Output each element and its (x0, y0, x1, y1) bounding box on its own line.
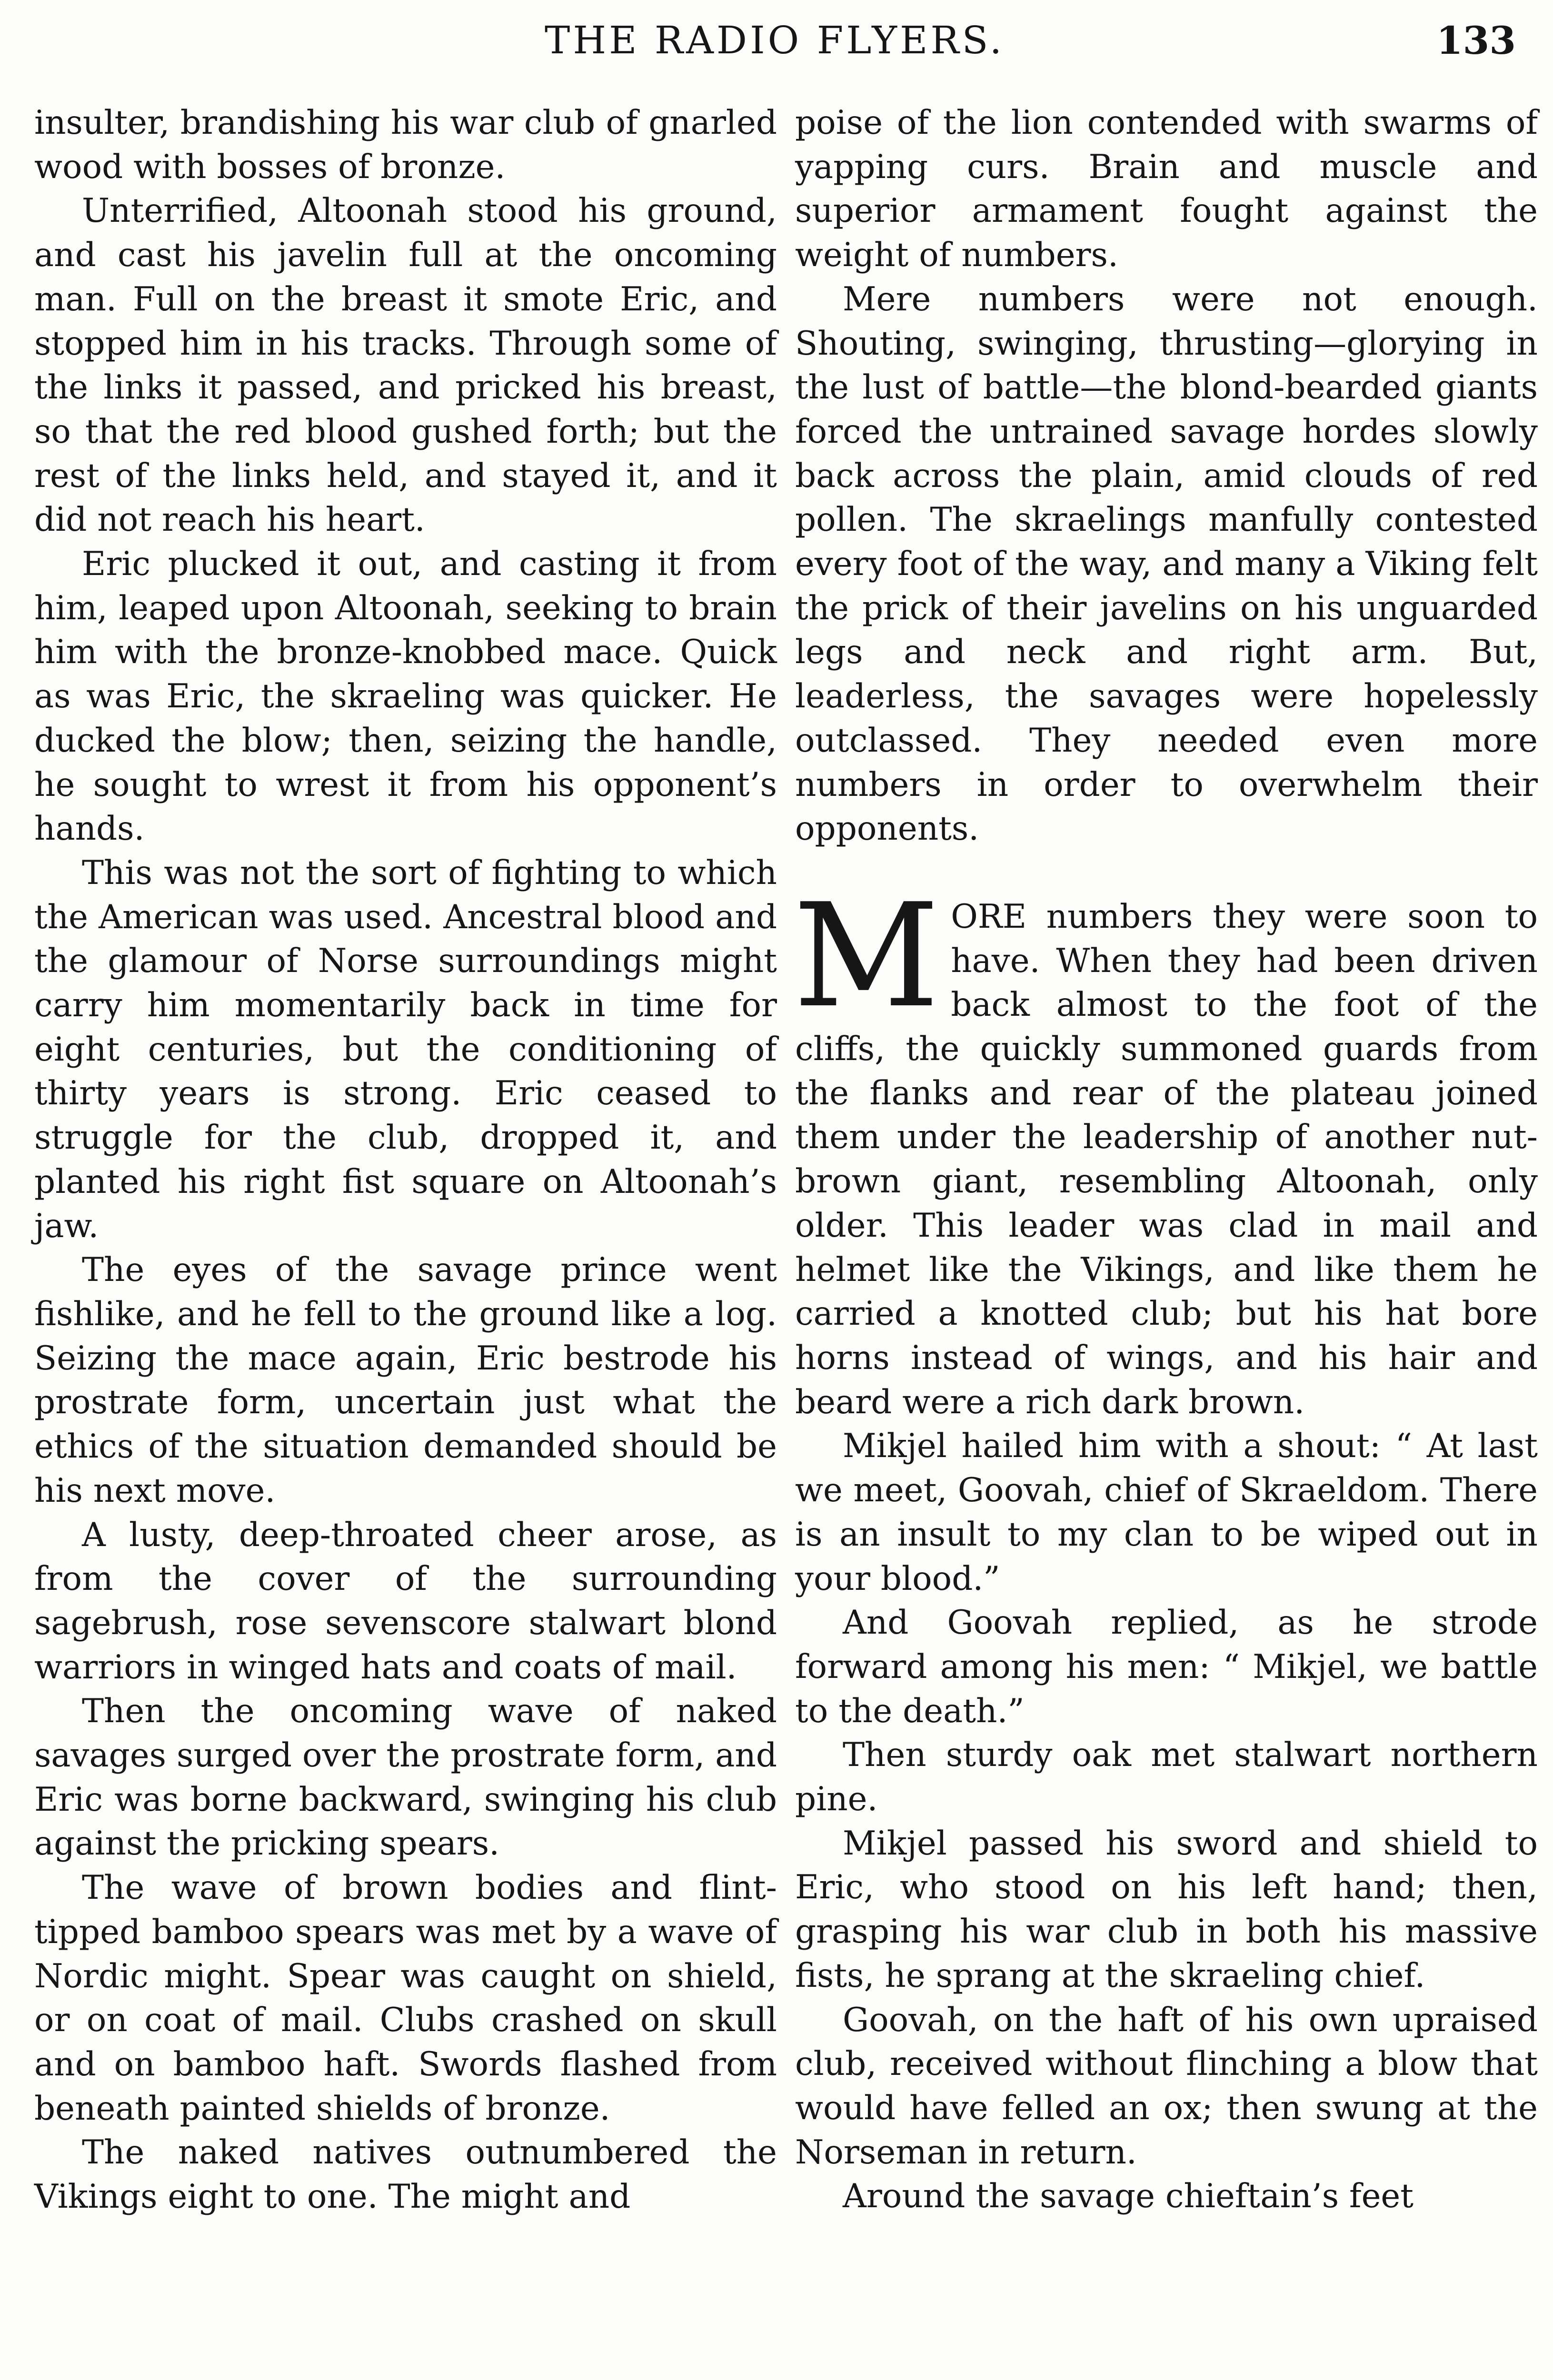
paragraph: poise of the lion contended with swarms of yapping curs. Brain and muscle and superior armament fought against the weight of numbers. (795, 104, 1538, 275)
section-opening-paragraph (793, 873, 1538, 1424)
running-title: THE RADIO FLYERS. (544, 18, 1005, 62)
paragraph: Then sturdy oak met stalwart northern pine. (795, 1736, 1538, 1819)
paragraph: Mere numbers were not enough. Shouting, swinging, thrusting—glorying in the lust of battle—the blond-bearded giants forced the untrained savage hordes slowly back across the plain, amid clouds of red pollen. The skraelings manfully contested every foot of the way, and many a Viking felt the prick of their javelins on his unguarded legs and neck and right arm. But, leaderless, the savages were hopelessly outclassed. They needed even more numbers in order to overwhelm their opponents. (795, 280, 1538, 848)
paragraph: Goovah, on the haft of his own upraised club, received without flinching a blow that would have felled an ox; then swung at the Norseman in return. (795, 2001, 1538, 2172)
paragraph: insulter, brandishing his war club of gnarled wood with bosses of bronze. (34, 104, 777, 186)
paragraph: Unterrified, Altoonah stood his ground, and cast his javelin full at the oncoming man. Full on the breast it smote Eric, and stopped him in his tracks. Through some of the links it passed, and pricked his breast, so that the red blood gushed forth; but the rest of the links held, and stayed it, and it did not reach his heart. (34, 192, 777, 539)
page-number: 133 (1436, 18, 1516, 63)
paragraph: The naked natives outnumbered the Vikings eight to one. The might and (34, 2133, 777, 2216)
paragraph: The eyes of the savage prince went fishlike, and he fell to the ground like a log. Seizing the mace again, Eric bestrode his prostrate form, uncertain just what the ethics of the situation demanded should be his next move. (34, 1251, 777, 1510)
paragraph: Then the oncoming wave of naked savages surged over the prostrate form, and Eric was borne backward, swinging his club against the pricking spears. (34, 1692, 777, 1863)
paragraph: This was not the sort of fighting to which the American was used. Ancestral blood and the glamour of Norse surroundings might carry him momentarily back in time for eight centuries, but the conditioning of thirty years is strong. Eric ceased to struggle for the club, dropped it, and planted his right fist square on Altoonah’s jaw. (34, 853, 777, 1245)
paragraph: The wave of brown bodies and flint-tipped bamboo spears was met by a wave of Nordic might. Spear was caught on shield, or on coat of mail. Clubs crashed on skull and on bamboo haft. Swords flashed from beneath painted shields of bronze. (34, 1869, 777, 2128)
paragraph: Mikjel hailed him with a shout: “ At last we meet, Goovah, chief of Skraeldom. There is an insult to my clan to be wiped out in your blood.” (795, 1427, 1538, 1598)
paragraph: A lusty, deep-throated cheer arose, as from the cover of the surrounding sagebrush, rose sevenscore stalwart blond warriors in winged hats and coats of mail. (34, 1516, 777, 1686)
paragraph: Mikjel passed his sword and shield to Eric, who stood on his left hand; then, grasping his war club in both his massive fists, he sprang at the skraeling chief. (795, 1824, 1538, 1995)
paragraph: Around the savage chieftain’s feet (843, 2177, 1414, 2216)
drop-cap: M (793, 873, 940, 1039)
right-column (795, 101, 1538, 2219)
paragraph: And Goovah replied, as he strode forward among his men: “ Mikjel, we battle to the death.” (795, 1604, 1538, 1730)
paragraph: Eric plucked it out, and casting it from him, leaped upon Altoonah, seeking to brain him with the bronze-knobbed mace. Quick as was Eric, the skraeling was quicker. He ducked the blow; then, seizing the handle, he sought to wrest it from his opponent’s hands. (34, 545, 777, 848)
page-header (33, 14, 1516, 67)
drop-cap-paragraph-text: ORE numbers they were soon to have. When they had been driven back almost to the foot of the cliffs, the quickly summoned guards from the flanks and rear of the plateau joined them under the leadership of another nut-brown giant, resembling Altoonah, only older. This leader was clad in mail and helmet like the Vikings, and like them he carried a knotted club; but his hat bore horns instead of wings, and his hair and beard were a rich dark brown. (795, 897, 1538, 1421)
left-column (34, 101, 777, 2219)
